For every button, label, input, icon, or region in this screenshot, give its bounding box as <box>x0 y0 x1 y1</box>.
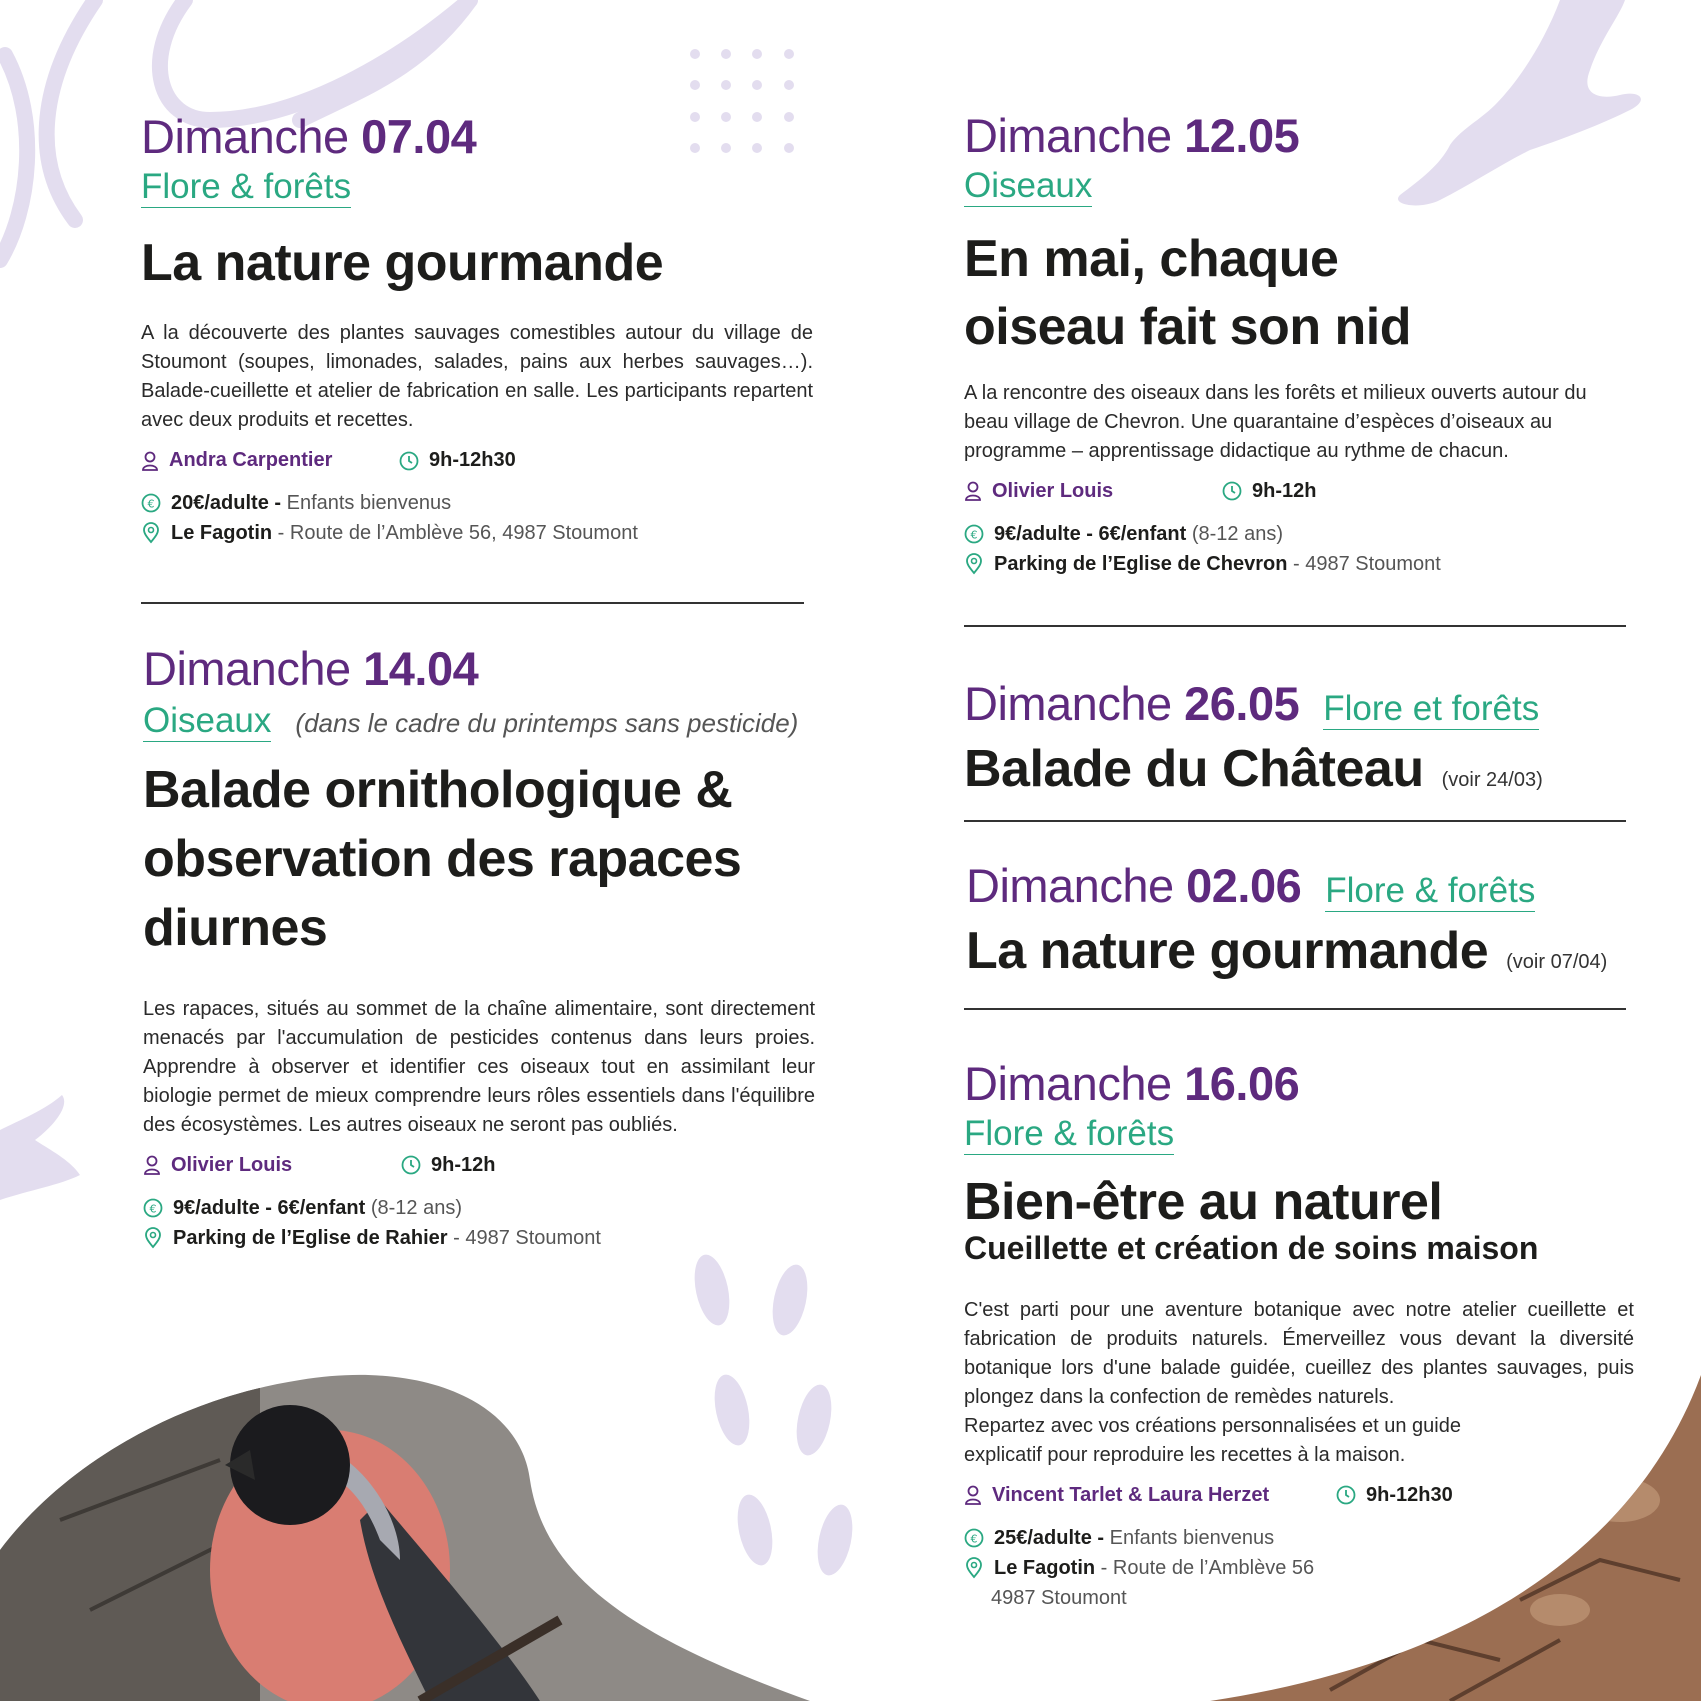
event-guide: Andra Carpentier <box>141 449 399 472</box>
event-meta <box>964 480 1636 503</box>
event-info <box>141 488 813 548</box>
event-subtitle: Cueillette et création de soins maison <box>964 1229 1539 1266</box>
person-icon <box>141 451 159 471</box>
event-category: Flore & forêts <box>1325 871 1536 910</box>
event-reference: (voir 24/03) <box>1441 768 1543 791</box>
euro-icon <box>143 1198 163 1218</box>
event-day: Dimanche 12.05 <box>964 109 1300 162</box>
event-title: Balade du Château <box>964 739 1424 798</box>
person-icon <box>964 481 982 501</box>
svg-text:€: € <box>970 1532 978 1546</box>
event-category: Oiseaux <box>964 166 1093 205</box>
footprints-decoration <box>689 1251 858 1578</box>
event-title: La nature gourmande <box>966 921 1489 980</box>
event-category: Flore & forêts <box>141 167 352 206</box>
event-note: (dans le cadre du printemps sans pesticide) <box>295 708 799 738</box>
event-place: Parking de l’Eglise de Chevron - 4987 Stoumont <box>964 549 1636 579</box>
event-guide: Olivier Louis <box>143 1154 401 1177</box>
event-price: € 9€/adulte - 6€/enfant (8-12 ans) <box>143 1193 815 1223</box>
event-12-05 <box>964 109 1636 579</box>
event-description: Les rapaces, situés au sommet de la chaîne alimentaire, sont directement menacés par l'accumulation de pesticides contenus dans leurs proies. Apprendre à observer et identifier ces oiseaux tout en assimilant leur biologie permet de mieux comprendre leurs rôles essentiels dans l'équilibre des écosystèmes. Les autres oiseaux ne seront pas oubliés. <box>143 997 815 1136</box>
event-title: Balade ornithologique & observation des rapaces diurnes <box>143 760 742 957</box>
clock-icon <box>401 1155 421 1175</box>
event-day: Dimanche 26.05 <box>964 677 1300 730</box>
event-info <box>143 1193 815 1253</box>
bullfinch-photo <box>0 1340 820 1701</box>
event-title: En mai, chaque oiseau fait son nid <box>964 229 1411 356</box>
event-meta <box>964 1484 1634 1507</box>
event-day: Dimanche 07.04 <box>141 110 477 163</box>
divider <box>141 602 804 604</box>
event-info <box>964 1523 1634 1613</box>
svg-text:€: € <box>147 497 155 511</box>
event-title: La nature gourmande <box>141 233 664 292</box>
event-price: € 20€/adulte - Enfants bienvenus <box>141 488 813 518</box>
event-26-05 <box>964 677 1644 803</box>
person-icon <box>143 1155 161 1175</box>
event-16-06 <box>964 1057 1634 1613</box>
clock-icon <box>1222 481 1242 501</box>
clock-icon <box>399 451 419 471</box>
location-pin-icon <box>143 1227 163 1249</box>
event-category: Flore & forêts <box>964 1114 1175 1153</box>
event-guide: Vincent Tarlet & Laura Herzet <box>964 1484 1336 1507</box>
event-time: 9h-12h <box>1222 480 1316 503</box>
event-guide: Olivier Louis <box>964 480 1222 503</box>
event-category: Flore et forêts <box>1323 689 1540 728</box>
event-price: € 9€/adulte - 6€/enfant (8-12 ans) <box>964 519 1636 549</box>
event-place: Le Fagotin - Route de l’Amblève 56, 4987 Stoumont <box>141 518 813 548</box>
event-time: 9h-12h <box>401 1154 495 1177</box>
location-pin-icon <box>964 1557 984 1579</box>
event-description: A la découverte des plantes sauvages comestibles autour du village de Stoumont (soupes, limonades, salades, pains aux herbes sauvages…). Balade-cueillette et atelier de fabrication en salle. Les participants repartent avec deux produits et recettes. <box>141 322 813 432</box>
euro-icon <box>964 1528 984 1548</box>
event-time: 9h-12h30 <box>399 449 516 472</box>
event-time: 9h-12h30 <box>1336 1484 1453 1507</box>
event-description: C'est parti pour une aventure botanique avec notre atelier cueillette et fabrication de produits naturels. Émerveillez vous devant la diversité botanique lors d'une balade guidée, cueillez des plantes sauvages, puis plongez dans la confection de remèdes naturels. Repartez avec vos créations personnalisées et un guide explicatif pour reproduire les recettes à la maison. <box>964 1298 1634 1466</box>
event-day: Dimanche 16.06 <box>964 1057 1300 1110</box>
event-meta <box>141 449 813 472</box>
euro-icon <box>964 524 984 544</box>
divider <box>964 625 1626 627</box>
euro-icon <box>141 493 161 513</box>
divider <box>964 1008 1626 1010</box>
person-icon <box>964 1485 982 1505</box>
location-pin-icon <box>964 553 984 575</box>
event-meta <box>143 1154 815 1177</box>
event-description: A la rencontre des oiseaux dans les forêts et milieux ouverts autour du beau village de Chevron. Une quarantaine d’espèces d’oiseaux au programme – apprentissage didactique au rythme de chacun. <box>964 381 1587 462</box>
event-category: Oiseaux <box>143 701 272 740</box>
event-info <box>964 519 1636 579</box>
event-title: Bien-être au naturel <box>964 1172 1443 1231</box>
event-price: € 25€/adulte - Enfants bienvenus <box>964 1523 1634 1553</box>
event-14-04 <box>143 642 815 1253</box>
event-place: Parking de l’Eglise de Rahier - 4987 Stoumont <box>143 1223 815 1253</box>
event-07-04 <box>141 110 813 548</box>
bird-silhouette-left <box>0 1095 80 1200</box>
event-day: Dimanche 14.04 <box>143 642 479 695</box>
event-place-line2: 4987 Stoumont <box>991 1586 1127 1609</box>
svg-text:€: € <box>149 1202 157 1215</box>
event-reference: (voir 07/04) <box>1506 950 1608 973</box>
divider <box>964 820 1626 822</box>
location-pin-icon <box>141 522 161 544</box>
event-day: Dimanche 02.06 <box>966 859 1302 912</box>
clock-icon <box>1336 1485 1356 1505</box>
svg-text:€: € <box>970 528 978 541</box>
event-place: Le Fagotin - Route de l’Amblève 56 <box>964 1553 1634 1583</box>
event-02-06 <box>966 859 1646 985</box>
